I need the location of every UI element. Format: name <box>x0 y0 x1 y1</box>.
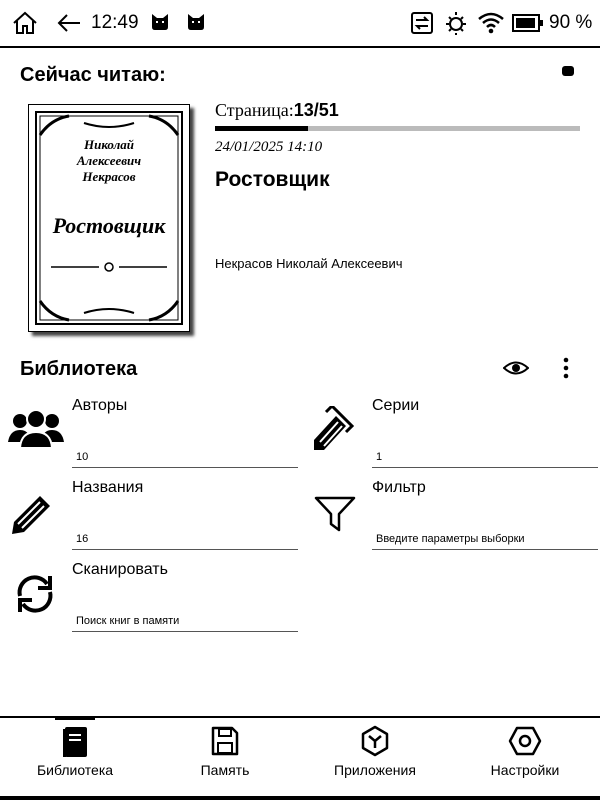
bottom-edge <box>0 796 600 800</box>
nav-library-label: Библиотека <box>36 762 114 778</box>
cat-notification-icon <box>151 13 169 31</box>
book-author: Некрасов Николай Алексеевич <box>215 256 403 271</box>
nav-library[interactable] <box>0 720 150 792</box>
scan-field[interactable]: Поиск книг в памяти <box>72 615 298 632</box>
book-cover[interactable] <box>28 104 190 332</box>
status-bar <box>0 0 600 48</box>
last-read-date: 24/01/2025 14:10 <box>215 139 323 155</box>
titles-count[interactable]: 16 <box>72 533 298 550</box>
filter-label[interactable]: Фильтр <box>372 479 426 496</box>
titles-icon <box>10 492 54 536</box>
reading-progress-fill <box>215 126 308 131</box>
home-icon[interactable] <box>12 11 38 35</box>
brightness-icon[interactable] <box>444 10 468 36</box>
nav-apps-label: Приложения <box>334 762 416 778</box>
eye-icon[interactable] <box>503 357 529 379</box>
more-vertical-icon[interactable] <box>558 356 574 380</box>
titles-label[interactable]: Названия <box>72 479 144 496</box>
series-label[interactable]: Серии <box>372 397 420 414</box>
series-icon <box>310 406 354 454</box>
settings-icon <box>508 725 542 757</box>
series-count[interactable]: 1 <box>372 451 598 468</box>
authors-count[interactable]: 10 <box>72 451 298 468</box>
nav-memory[interactable] <box>150 720 300 792</box>
filter-field[interactable]: Введите параметры выборки <box>372 533 598 550</box>
book-title[interactable]: Ростовщик <box>215 168 330 191</box>
cover-author: Николай Алексеевич Некрасов <box>76 137 142 184</box>
battery-level: 90 % <box>549 12 593 33</box>
library-icon <box>62 726 88 758</box>
scan-icon <box>14 572 56 616</box>
nav-memory-label: Память <box>200 762 250 778</box>
cover-title: Ростовщик <box>52 213 166 238</box>
nav-settings-label: Настройки <box>490 762 560 778</box>
page-value: 13/51 <box>293 100 339 120</box>
sync-screen-icon[interactable] <box>410 11 434 35</box>
page-label: Страница: <box>215 100 294 120</box>
authors-label[interactable]: Авторы <box>72 397 128 414</box>
library-title: Библиотека <box>20 358 138 380</box>
reading-progress-bar <box>215 126 580 131</box>
cat-notification-icon <box>187 13 205 31</box>
nav-settings[interactable] <box>450 720 600 792</box>
filter-icon <box>314 496 356 532</box>
save-icon <box>211 726 239 756</box>
status-dot-icon <box>562 66 574 76</box>
back-arrow-icon[interactable] <box>56 12 82 34</box>
authors-icon <box>8 408 64 448</box>
status-time: 12:49 <box>91 12 139 33</box>
battery-icon <box>512 14 544 32</box>
apps-icon <box>359 725 391 757</box>
nav-apps[interactable] <box>300 720 450 792</box>
page-indicator <box>215 100 339 121</box>
current-reading-title: Сейчас читаю: <box>20 64 166 86</box>
scan-label[interactable]: Сканировать <box>72 561 168 578</box>
wifi-icon[interactable] <box>477 11 505 35</box>
